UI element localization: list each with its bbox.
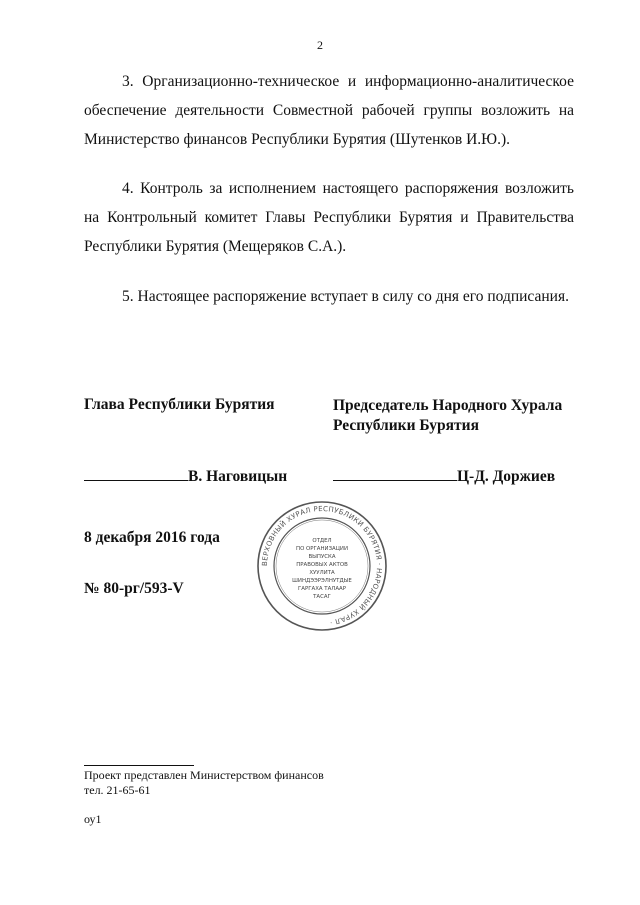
footnote-phone: тел. 21-65-61 [84,783,151,797]
stamp-line-5: ХУУЛИТА [309,570,335,576]
paragraph-4: 4. Контроль за исполнением настоящего распоряжения возложить на Контрольный комитет Главы Республики Бурятия и Правительства Республики Бурятия (Мещеряков С.А.). [84,180,574,255]
stamp-line-1: ОТДЕЛ [312,538,332,544]
head-of-republic-title: Глава Республики Бурятия [84,396,275,413]
page-number: 2 [317,38,323,52]
stamp-line-3: ВЫПУСКА [308,554,336,560]
stamp-line-2: ПО ОРГАНИЗАЦИИ [296,546,348,552]
footnote-divider [84,765,194,766]
paragraph-5: 5. Настоящее распоряжение вступает в силу со дня его подписания. [122,288,569,305]
head-signature-name: В. Наговицын [188,468,288,485]
official-seal-stamp [256,500,388,632]
stamp-line-8: ТАСАГ [313,594,331,600]
footnote [84,768,324,798]
signature-line [84,466,188,481]
svg-text:ВЕРХОВНЫЙ ХУРАЛ РЕСПУБЛИКИ БУР: ВЕРХОВНЫЙ ХУРАЛ РЕСПУБЛИКИ БУРЯТИЯ · НАРОДНЫЙ ХУРАЛ · [260,504,384,627]
stamp-line-4: ПРАВОВЫХ АКТОВ [296,562,348,568]
chairman-title-line1: Председатель Народного Хурала [333,397,563,414]
document-number: № 80-рг/593-V [84,580,184,597]
chairman-signature [333,466,555,486]
signature-line [333,466,457,481]
stamp-line-7: ГАРГАХА ТАЛААР [298,586,346,592]
document-date: 8 декабря 2016 года [84,529,220,546]
document-code: оу1 [84,812,102,826]
stamp-line-6: ШИНДЭЭРЭЛНУТДЫЕ [292,578,352,584]
footnote-prepared-by: Проект представлен Министерством финансов [84,768,324,782]
chairman-signature-name: Ц-Д. Доржиев [457,468,556,485]
chairman-title [333,396,562,436]
chairman-title-line2: Республики Бурятия [333,417,479,434]
head-signature [84,466,287,486]
paragraph-3: 3. Организационно-техническое и информационно-аналитическое обеспечение деятельности Совместной рабочей группы возложить на Министерство финансов Республики Бурятия (Шутенков И.Ю.). [84,73,574,148]
